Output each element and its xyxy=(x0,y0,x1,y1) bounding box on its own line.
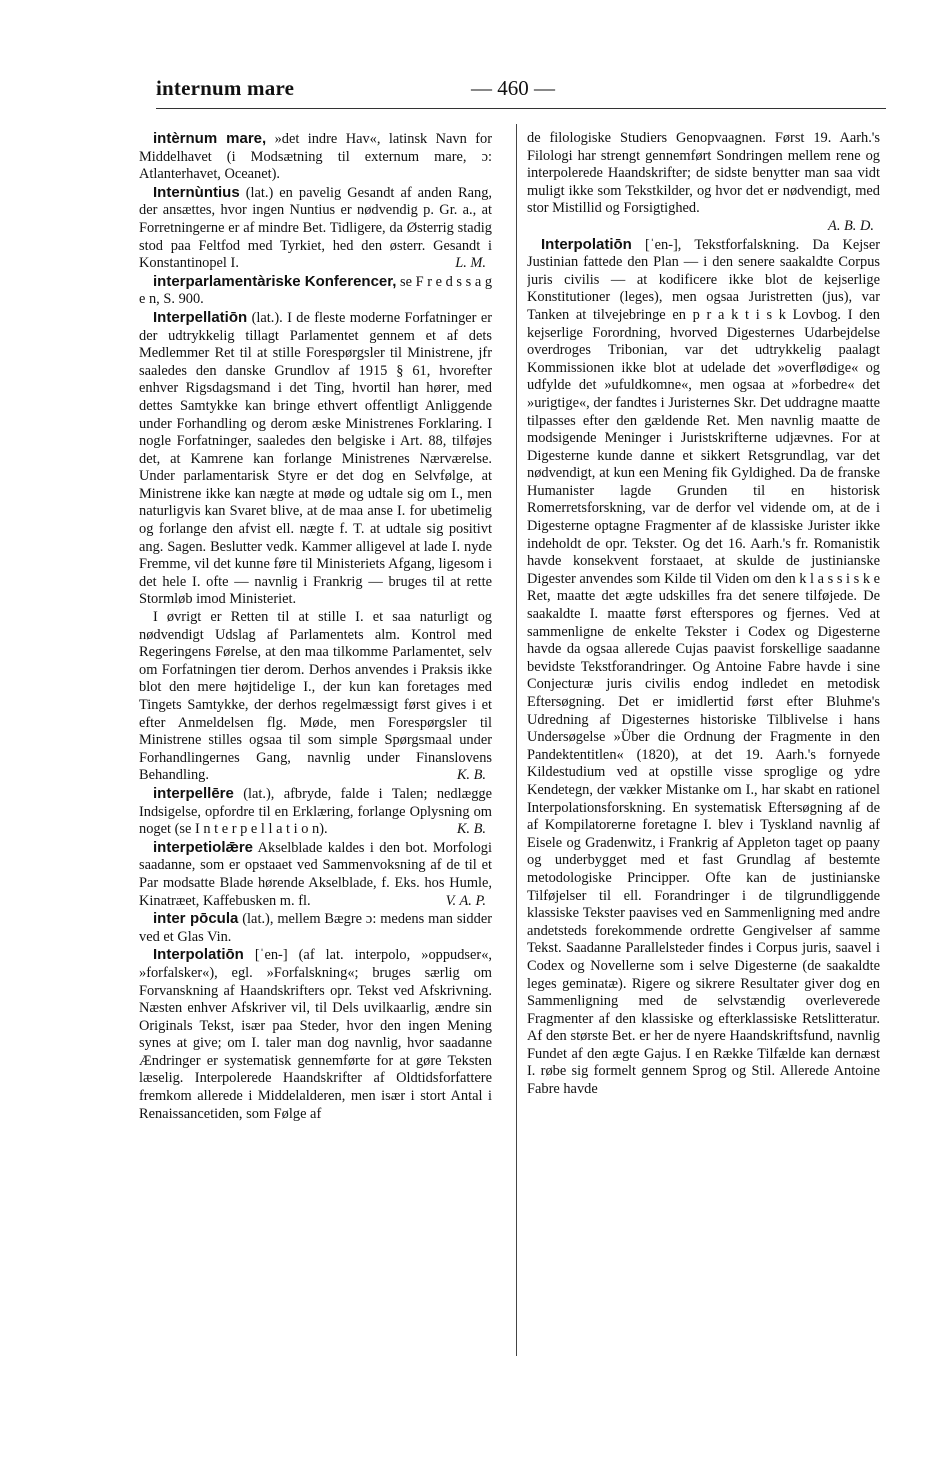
entry-interpolation-1-cont xyxy=(527,130,880,236)
entry-text: (lat.), mellem Bægre ɔ: medens man sidder ved et Glas Vin. xyxy=(139,911,492,945)
entry-headword: inter pōcula xyxy=(153,910,239,928)
entry-interpolation-1 xyxy=(139,946,492,1123)
entry-text: Akselblade kaldes i den bot. Morfologi saadanne, som er opstaaet ved Sammenvoksning af de til et Par modsatte Blade hørende Akselblade, f. Eks. hos Humle, Kinatræet, Kaffebusken m. fl. xyxy=(139,839,492,909)
entry-interpellation xyxy=(139,309,492,609)
header-rule xyxy=(156,108,886,109)
entry-text: [ˈen-], Tekstforfalskning. Da Kejser Justinian fattede den Plan — i den senere saakaldte Corpus juris civilis — at kodificere ikke blot de kejserlige Konstitutioner (leges), men ogsaa Juristretten (jus), var Tanken at tilvejebringe en p r a k t i s k Lovbog. I den kejserlige Forordning, hvorved Digesternes Udarbejdelse overdroges Tribonian, var det udtrykkelig paalagt Kommissionen ikke blot at udelade det »overflødige« og udfylde det »ufuldkomne«, men ogsaa at »forbedre« det »urigtige«, der fandtes i Juristernes Skr. Det uddragne maatte tilpasses efter den gældende Ret. Men navnlig maatte de modsigende Meninger i Juristskrifterne udjævnes. For at Digesterne kunde danne et sikkert Retsgrundlag, var det nødvendigt, at kun een Mening fik Gyldighed. Da de franske Humanister lagde Grunden til en historisk Romerretsforskning, var de derfor vel vidende om, at de i Digesterne optagne Fragmenter af de klassiske Jurister ikke indeholdt de opr. Tekster. Og det 16. Aarh.'s fr. Romanistik havde konsekvent forstaaet, at skulde de justinianske Digester anvendes som Kilde til Viden om den k l a s s i s k e Ret, maatte det ægte udskilles fra det senere tilføjede. De saakaldte I. maatte først efterspores og fjernes. Ved at sammenligne de enkelte Tekster i Codex og Digesterne havde da ogsaa allerede Cujas paavist forskellige saadanne bevidste Tekstforandringer. Og Antoine Fabre havde i sine Conjecturæ juris civilis endog indledet en metodisk Eftersøgning. Det er imidlertid først efter Bluhme's Udredning af Digesternes historiske Tilblivelse i hans Undersøgelse »Über die Ordnung der Fragmente in den Pandektentitlen« (1820), at det 19. Aarh.'s fornyede Kildestudium ved at opstille visse sproglige og ydre Kendetegn, der vækker Mistanke om I., har skabt en rationel Interpolationsforskning. En systematisk Eftersøgning af de af Kompilatorerne foretagne I. blev i Tyskland navnlig af Eisele og Gradenwitz, i Frankrig af Appleton taget op paany og underbygget med et fast Grundlag af bestemte metodologiske Principper. Ofte kan de justinianske Tilføjelser til ell. Forandringer i de tilgrundliggende klassiske Tekster paavises ved en Sammenligning med andre andetsteds forekommende ordrette Gengivelser af samme Tekst. Saadanne Parallelsteder findes i Corpus juris, saavel i Codex og Novellerne som i selve Digesterne (de saakaldte leges geminatæ). Rigere og sikrere Resultater giver dog en Sammenligning med de selvstændig overleverede Fragmenter af den klassiske og efterklassiske Retslitteratur. Af den største Bet. er her de nyere Haandskriftsfund, navnlig Fundet af den ægte Gajus. I en Række Tilfælde kan dernæst I. røbe sig formelt gennem Sprog og Stil. Allerede Antoine Fabre havde xyxy=(527,236,880,1098)
entry-headword: Interpolatiōn xyxy=(153,946,244,964)
entry-interparlamentariske xyxy=(139,273,492,309)
column-divider xyxy=(516,124,517,1356)
entry-text: (lat.) en pavelig Gesandt af anden Rang, der ansættes, hvor ingen Nuntius er nødvendig p. Gr. a., at Forretningerne er af mindre Bet. Tidligere, da Østerrig stadig stod paa Feltfod med Tyrkiet, hed den østerr. Gesandt i Konstantinopel I. xyxy=(139,184,492,272)
entry-interpetiolaere xyxy=(139,839,492,910)
running-header xyxy=(156,76,886,112)
entry-signature: K. B. xyxy=(456,821,486,838)
entry-text: se F r e d s s a g e n, S. 900. xyxy=(139,273,492,308)
entry-headword: Interpolatiōn xyxy=(541,235,632,253)
entry-internuntius xyxy=(139,184,492,273)
entry-interpellere xyxy=(139,785,492,839)
entry-signature: A. B. D. xyxy=(828,217,874,234)
entry-headword: Interpellatiōn xyxy=(153,308,248,326)
entry-headword: interparlamentàriske Konferencer, xyxy=(153,272,397,290)
entry-signature: V. A. P. xyxy=(445,892,486,909)
left-column xyxy=(139,130,492,1358)
entry-internum-mare xyxy=(139,130,492,184)
entry-text: (lat.), afbryde, falde i Talen; nedlægge Indsigelse, opfordre til en Erklæring, forlange Oplysning om noget (se I n t e r p e l l a t i o n). xyxy=(139,785,492,838)
entry-text: de filologiske Studiers Genopvaagnen. Først 19. Aarh.'s Filologi har strengt gennemført Sondringen mellem rene og interpolerede Haandskrifter; de sidste benytter man saa vidt muligt ikke som Tekstkilder, og hvor det er nødvendigt, med stor Mistillid og Forsigtighed. xyxy=(527,130,880,217)
entry-text: (lat.). I de fleste moderne Forfatninger er der udtrykkelig tillagt Parlamentet gennem et af dets Medlemmer Ret til at stille Forespørgsler til Ministrene, jfr saaledes den danske Grundlov af 1915 § 61, hvorefter enhver Rigsdagsmand i det Ting, hvortil han hører, med dettes Samtykke kan bringe ethvert offentligt Anliggende under Forhandling og derom æske Ministrenes Forklaring. I nogle Forfatninger, saaledes den belgiske i Art. 88, tilføjes det, at Kamrene kan forlange Ministrenes Nærværelse. Under parlamentarisk Styre er det dog en Selvfølge, at Ministrene ikke kan nægte at møde og udtale sig om I., men naturligvis kan Svaret blive, at de maa anse I. for ubetimelig og forlange den afvist ell. nægte f. T. at udtale sig positivt ang. Sagen. Beslutter vedk. Kammer alligevel at lade I. nyde Fremme, vil det kunne føre til Ministeriets Afgang, ligesom i det hele I. ofte — navnlig i Frankrig — bruges til at rette Stormløb imod Ministeriet. xyxy=(139,309,492,608)
entry-text: [ˈen-] (af lat. interpolo, »oppudser«, »forfalsker«), egl. »Forfalskning«; bruges særlig om Forvanskning af Haandskrifters opr. Tekst ved Afskrivning. Næsten enhver Afskriver vil, til Dels uvilkaarlig, ændre sin Originals Tekst, især paa Steder, hvor den ingen Mening synes at give; om I. taler man dog navnlig, hvor saadanne Ændringer er systematisk gennemførte for at gøre Teksten læselig. Interpolerede Haandskrifter af Oldtidsforfattere fremkom allerede i Middelalderen, men især i stort Antal i Renaissancetiden, som Følge af xyxy=(139,947,492,1122)
entry-headword: Internùntius xyxy=(153,183,240,201)
entry-headword: interpellēre xyxy=(153,784,234,802)
running-head-word: internum mare xyxy=(156,76,295,100)
entry-headword: intèrnum mare, xyxy=(153,130,267,147)
entry-interpellation-cont xyxy=(139,609,492,785)
page-number: — 460 — xyxy=(471,76,555,100)
entry-signature: K. B. xyxy=(456,767,486,784)
entry-text: »det indre Hav«, latinsk Navn for Middelhavet (i Modsætning til externum mare, ɔ: Atlanterhavet, Oceanet). xyxy=(139,131,492,183)
entry-text: I øvrigt er Retten til at stille I. et saa naturligt og nødvendigt Udslag af Parlamentets alm. Kontrol med Regeringens Førelse, at den maa tilkomme Parlamentet, selv om Forfatningen tier derom. Derhos anvendes i Praksis ikke blot den mere højtidelige I., der kun kan foretages med Tingets Samtykke, der derhos regelmæssigt først gives i et efter Anmeldelsen flg. Møde, men Forespørgsler til Ministrene stilles ogsaa til som simple Spørgsmaal under Forhandlingernes Gang, navnlig under Finanslovens Behandling. xyxy=(139,609,492,784)
entry-inter-pocula xyxy=(139,910,492,946)
entry-headword: interpetiolǣre xyxy=(153,838,254,856)
right-column xyxy=(527,130,880,1358)
entry-interpolation-2 xyxy=(527,236,880,1099)
entry-signature: L. M. xyxy=(455,255,486,272)
